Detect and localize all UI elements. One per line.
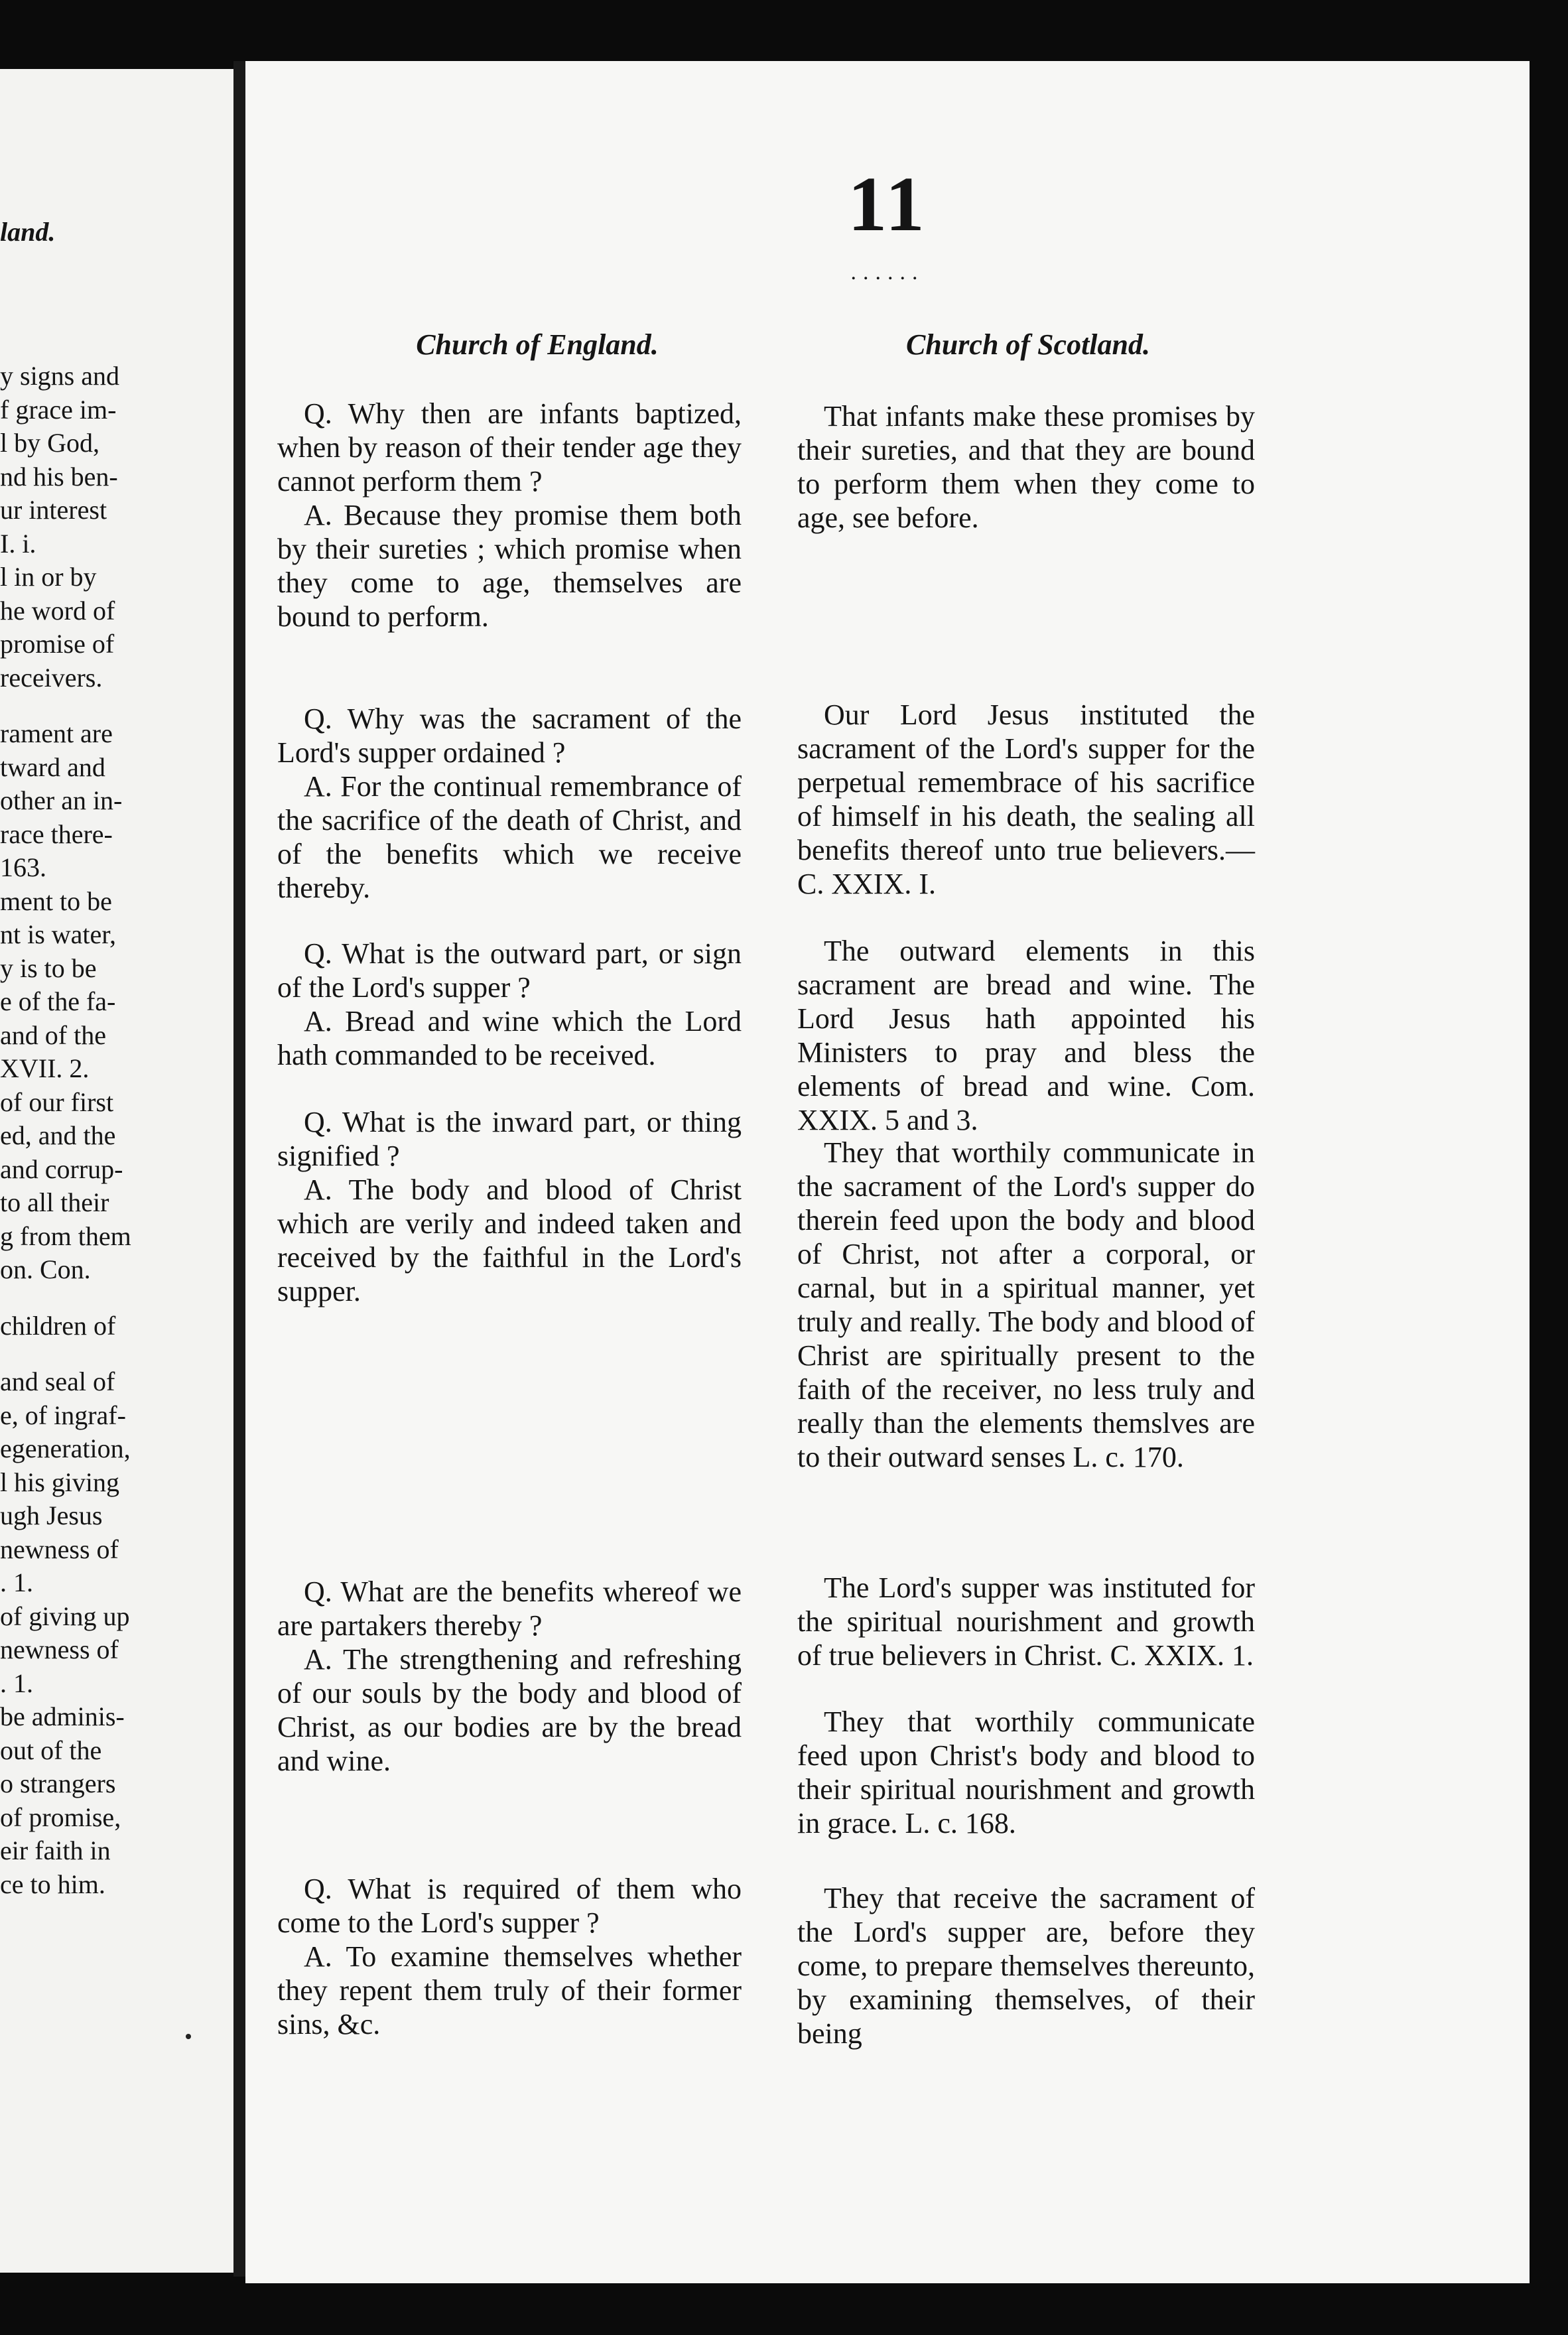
scotland-paragraph-4: They that worthily communicate in the sacrament of the Lord's supper do therein feed upon the body and blood of Christ, not after a corporal, or carnal, but in a spiritual manner, yet truly and really. The body and blood of Christ are spiritually present to the faith of the receiver, no less truly and really than the elements themslves are to their outward senses L. c. 170.: [797, 1136, 1255, 1473]
england-answer: A. To examine themselves whether they repent them truly of their former sins, &c.: [277, 1940, 742, 2040]
scotland-paragraph-7: They that receive the sacrament of the Lord's supper are, before they come, to prepare themselves thereunto, by examining themselves, of their being: [797, 1882, 1255, 2050]
line-gap: [0, 1287, 233, 1309]
left-page-line: e, of ingraf-: [0, 1400, 126, 1430]
england-answer: A. For the continual remembrance of the sacrifice of the death of Christ, and of the benefits which we receive thereby.: [277, 770, 742, 904]
england-question: Q. What is the inward part, or thing signified ?: [277, 1106, 742, 1172]
left-page-line: l by God,: [0, 428, 99, 458]
left-page-line: ur interest: [0, 495, 107, 525]
heading-church-of-scotland: Church of Scotland.: [906, 328, 1150, 361]
england-question: Q. What are the benefits whereof we are partakers thereby ?: [277, 1575, 742, 1642]
england-answer: A. The body and blood of Christ which are verily and indeed taken and received by the faithful in the Lord's supper.: [277, 1173, 742, 1307]
scotland-paragraph-3: The outward elements in this sacrament are bread and wine. The Lord Jesus hath appointed his Ministers to pray and bless the elements of bread and wine. Com. XXIX. 5 and 3.: [797, 935, 1255, 1136]
left-page-line: out of the: [0, 1735, 102, 1765]
left-page-line: rament are: [0, 718, 113, 748]
left-page-line: XVII. 2.: [0, 1053, 90, 1083]
left-page-line: and of the: [0, 1020, 106, 1050]
line-gap: [0, 695, 233, 717]
england-answer: A. The strengthening and refreshing of our souls by the body and blood of Christ, as our bodies are by the bread and wine.: [277, 1643, 742, 1777]
scotland-paragraph-6: They that worthily communicate feed upon Christ's body and blood to their spiritual nourishment and growth in grace. L. c. 168.: [797, 1705, 1255, 1839]
page: [245, 61, 1530, 2283]
left-page-line: f grace im-: [0, 394, 117, 425]
left-page-line: promise of: [0, 629, 115, 659]
left-page-line: g from them: [0, 1221, 131, 1251]
left-page-line: l his giving: [0, 1467, 120, 1497]
england-qa-2: [277, 702, 742, 905]
england-answer: A. Because they promise them both by their sureties ; which promise when they come to age, themselves are bound to perform.: [277, 499, 742, 633]
left-page-text: [0, 360, 233, 1901]
left-page-line: y is to be: [0, 953, 97, 983]
left-page-line: newness of: [0, 1634, 119, 1664]
scotland-paragraph-5: The Lord's supper was instituted for the spiritual nourishment and growth of true believers in Christ. C. XXIX. 1.: [797, 1571, 1255, 1672]
england-question: Q. Why then are infants baptized, when by reason of their tender age they cannot perform them ?: [277, 397, 742, 498]
left-page-line: eir faith in: [0, 1835, 111, 1865]
left-page-line: e of the fa-: [0, 986, 116, 1016]
left-page-line: and corrup-: [0, 1154, 123, 1184]
left-page-line: of promise,: [0, 1802, 121, 1832]
left-page-line: ed, and the: [0, 1120, 116, 1150]
left-page-line: other an in-: [0, 785, 123, 815]
left-page-line: . 1.: [0, 1668, 33, 1698]
ink-dot: [186, 2034, 191, 2039]
line-gap: [0, 1343, 233, 1365]
england-qa-5: [277, 1575, 742, 1778]
left-page-line: race there-: [0, 819, 113, 849]
scotland-paragraph-1: That infants make these promises by their sureties, and that they are bound to perform them when they come to age, see before.: [797, 400, 1255, 534]
england-answer: A. Bread and wine which the Lord hath commanded to be received.: [277, 1005, 742, 1071]
england-question: Q. Why was the sacrament of the Lord's supper ordained ?: [277, 702, 742, 769]
page-number: 11: [848, 161, 927, 247]
left-page-line: nd his ben-: [0, 461, 118, 492]
heading-church-of-england: Church of England.: [416, 328, 659, 361]
left-page-line: ugh Jesus: [0, 1501, 103, 1530]
left-page-line: tward and: [0, 752, 105, 782]
left-page-line: y signs and: [0, 361, 119, 391]
left-page-line: . 1.: [0, 1568, 33, 1597]
left-page-line: l in or by: [0, 562, 97, 592]
england-qa-3: [277, 937, 742, 1072]
left-page-line: newness of: [0, 1534, 119, 1564]
left-page-heading: land.: [0, 217, 56, 247]
england-qa-4: [277, 1105, 742, 1308]
left-page-line: and seal of: [0, 1367, 115, 1396]
england-qa-6: [277, 1872, 742, 2041]
left-page-line: of giving up: [0, 1601, 130, 1631]
left-page-line: on. Con.: [0, 1254, 91, 1284]
left-facing-page: [0, 69, 233, 2273]
left-page-line: egeneration,: [0, 1434, 131, 1463]
scotland-paragraph-2: Our Lord Jesus instituted the sacrament of the Lord's supper for the perpetual remembrace of his sacrifice of himself in his death, the sealing all benefits thereof unto true believers.—C. XXIX. I.: [797, 699, 1255, 900]
ornament-rule: ......: [850, 260, 925, 285]
england-question: Q. What is required of them who come to the Lord's supper ?: [277, 1873, 742, 1939]
england-qa-1: [277, 397, 742, 634]
left-page-line: 163.: [0, 852, 46, 882]
book-gutter: [233, 61, 245, 2277]
england-question: Q. What is the outward part, or sign of the Lord's supper ?: [277, 937, 742, 1004]
left-page-line: be adminis-: [0, 1701, 125, 1731]
left-page-line: I. i.: [0, 528, 36, 559]
left-page-line: ment to be: [0, 886, 112, 916]
left-page-line: nt is water,: [0, 919, 117, 949]
left-page-line: children of: [0, 1310, 116, 1341]
left-page-line: to all their: [0, 1187, 109, 1217]
left-page-line: ce to him.: [0, 1869, 105, 1899]
left-page-line: o strangers: [0, 1768, 116, 1798]
left-page-line: of our first: [0, 1087, 114, 1117]
left-page-line: receivers.: [0, 662, 103, 693]
left-page-line: he word of: [0, 595, 115, 626]
